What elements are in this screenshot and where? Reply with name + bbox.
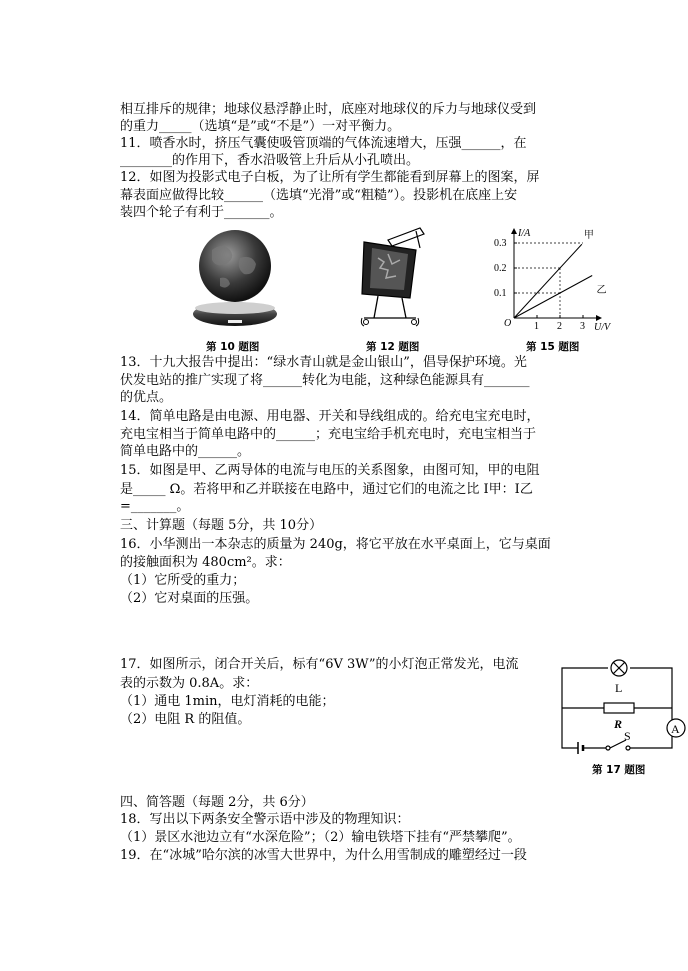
x-axis-arrow (596, 315, 602, 321)
fig12-whiteboard-image (358, 218, 438, 333)
series-label-甲: 甲 (583, 230, 594, 241)
lamp-label: L (615, 681, 623, 695)
question-16-line-2: 的接触面积为 480cm²。求： (120, 555, 291, 570)
question-13-line-1: 13．十九大报告中提出：“绿水青山就是金山银山”，倡导保护环境。光 (120, 355, 527, 370)
fig12-caption: 第 12 题图 (366, 341, 420, 353)
y-tick-label: 0.2 (494, 263, 507, 274)
question-11-line-2: ________的作用下，香水沿吸管上升后从小孔喷出。 (120, 153, 420, 168)
switch-label: S (624, 729, 631, 743)
question-17-line-1: 17．如图所示，闭合开关后，标有“6V 3W”的小灯泡正常发光，电流 (120, 657, 519, 672)
question-16-line-1: 16．小华测出一本杂志的质量为 240g，将它平放在水平桌面上，它与桌面 (120, 537, 551, 552)
y-axis-label: I/A (518, 228, 531, 239)
fig10-caption: 第 10 题图 (206, 341, 260, 353)
section-4-heading: 四、简答题（每题 2分，共 6分） (120, 795, 314, 810)
fig15-caption: 第 15 题图 (526, 341, 580, 353)
y-tick-label: 0.3 (494, 238, 507, 249)
question-18-line-2: （1）景区水池边立有“水深危险”；（2）输电铁塔下挂有“严禁攀爬”。 (120, 830, 521, 845)
question-14-line-2: 充电宝相当于简单电路中的______；充电宝给手机充电时，充电宝相当于 (120, 427, 537, 442)
question-12-line-2: 幕表面应做得比较______（选填“光滑”或“粗糙”）。投影机在底座上安 (120, 188, 518, 203)
question-15-line-1: 15．如图是甲、乙两导体的电流与电压的关系图象，由图可知，甲的电阻 (120, 463, 540, 478)
x-tick-label: 3 (580, 321, 585, 332)
fig17-caption: 第 17 题图 (592, 764, 646, 776)
series-line-甲 (514, 244, 582, 318)
question-14-line-3: 简单电路中的______。 (120, 444, 251, 459)
question-10-line-1: 相互排斥的规律；地球仪悬浮静止时，底座对地球仪的斥力与地球仪受到 (120, 102, 537, 117)
question-12-line-1: 12．如图为投影式电子白板，为了让所有学生都能看到屏幕上的图案，屏 (120, 170, 540, 185)
question-19-line-1: 19．在“冰城”哈尔滨的冰雪大世界中，为什么用雪制成的雕塑经过一段 (120, 848, 527, 863)
question-16-part-2: （2）它对桌面的压强。 (120, 591, 259, 606)
series-label-乙: 乙 (596, 285, 607, 296)
resistor-label: R (614, 717, 623, 731)
series-line-乙 (514, 276, 592, 319)
question-13-line-2: 伏发电站的推广实现了将______转化为电能，这种绿色能源具有_______ (120, 373, 530, 388)
x-axis-label: U/V (594, 322, 611, 333)
x-tick-label: 2 (557, 321, 562, 332)
fig10-globe-image (190, 228, 280, 338)
question-17-part-1: （1）通电 1min，电灯消耗的电能； (120, 694, 335, 709)
x-tick-label: 1 (534, 321, 539, 332)
question-18-line-1: 18．写出以下两条安全警示语中涉及的物理知识： (120, 812, 410, 827)
question-15-line-2: 是_____ Ω。若将甲和乙并联接在电路中，通过它们的电流之比 I甲：I乙 (120, 482, 533, 497)
fig17-circuit-diagram (556, 656, 686, 756)
question-15-line-3: =_______。 (120, 499, 190, 514)
fig15-chart (494, 226, 624, 336)
section-3-heading: 三、计算题（每题 5分，共 10分） (120, 518, 323, 533)
question-17-part-2: （2）电阻 R 的阻值。 (120, 712, 251, 727)
y-tick-label: 0.1 (494, 288, 507, 299)
ammeter-label: A (671, 722, 680, 736)
y-axis-arrow (511, 228, 517, 234)
question-14-line-1: 14．简单电路是由电源、用电器、开关和导线组成的。给充电宝充电时， (120, 409, 540, 424)
origin-label: O (504, 318, 512, 329)
question-11-line-1: 11．喷香水时，挤压气囊使吸管顶端的气体流速增大，压强______，在 (120, 136, 527, 151)
question-16-part-1: （1）它所受的重力； (120, 573, 246, 588)
question-13-line-3: 的优点。 (120, 390, 173, 405)
question-10-line-2: 的重力_____（选填“是”或“不是”）一对平衡力。 (120, 119, 401, 134)
question-12-line-3: 装四个轮子有利于_______。 (120, 205, 283, 220)
question-17-line-2: 表的示数为 0.8A。求： (120, 676, 259, 691)
